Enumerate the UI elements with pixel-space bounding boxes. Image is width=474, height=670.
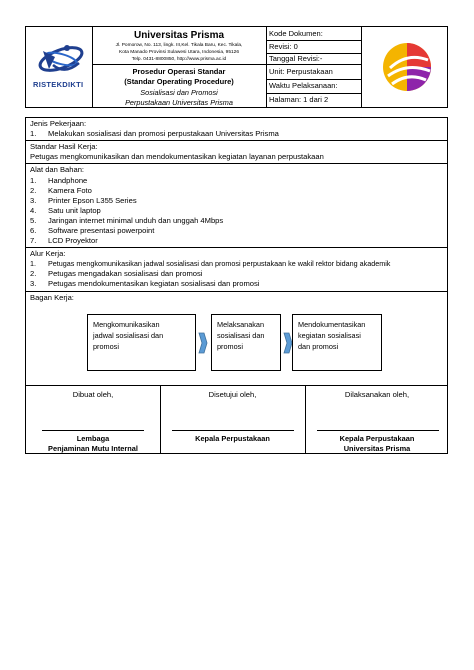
sop-title: Prosedur Operasi Standar [132,67,226,76]
prisma-logo-icon [378,38,436,96]
jenis-item-1: Melakukan sosialisasi dan promosi perpustakaan Universitas Prisma [48,129,279,138]
signature-label-disetujui: Disetujui oleh, [208,390,257,399]
flow-step-text: Mendokumentasikan [298,320,366,329]
sop-body [25,117,448,454]
signer-name-1b: Penjaminan Mutu Internal [48,444,138,453]
prisma-logo [378,38,436,96]
list-item: 4. Satu unit laptop [30,206,101,215]
jenis-label: Jenis Pekerjaan: [30,119,87,128]
alat-item: Handphone [48,176,88,185]
flow-step-text: promosi [217,342,243,351]
section-alur-kerja [26,248,447,292]
flow-step-text: jadwal sosialisasi dan [93,331,164,340]
list-item: 6. Software presentasi powerpoint [30,226,155,235]
list-item: 3. Printer Epson L355 Series [30,196,137,205]
logo-text: RISTEKDIKTI [33,80,84,89]
alur-item: Petugas mendokumentasikan kegiatan sosialisasi dan promosi [48,279,260,288]
signature-line [317,430,439,431]
alur-item: Petugas mengkomunikasikan jadwal sosialisasi dan promosi perpustakaan ke wakil rektor bidang akademik [48,259,391,268]
signer-name-3b: Universitas Prisma [343,444,411,453]
document-header [25,26,448,108]
address-line-3: Telp. 0431-8800850, http://www.prisma.ac.id [131,57,227,62]
signer-name-3: Kepala Perpustakaan [339,434,415,443]
list-item: 2. Petugas mengadakan sosialisasi dan promosi [30,269,203,278]
hasil-text: Petugas mengkomunikasikan dan mendokumentasikan kegiatan layanan perpustakaan [30,152,324,161]
field-unit: Unit: Perpustakaan [269,67,333,76]
address-line-1: Jl. Pomorow, No. 113, lingk. III,Kel. Tikala Baru, Kec. Tikala, [115,43,243,48]
ristekdikti-emblem-icon [31,39,87,83]
signer-name-2: Kepala Perpustakaan [195,434,270,443]
signature-label-dilaksanakan: Dilaksanakan oleh, [344,390,410,399]
alat-item: Kamera Foto [48,186,92,195]
signature-line [42,430,144,431]
field-tanggal-revisi: Tanggal Revisi:- [269,54,323,63]
bagan-label: Bagan Kerja: [30,293,74,302]
university-name: Universitas Prisma [133,30,225,41]
sop-subtitle-2: Perpustakaan Universitas Prisma [125,98,233,107]
signature-line [172,430,294,431]
flow-step-2 [211,314,281,371]
flow-step-text: kegiatan sosialisasi [298,331,361,340]
field-halaman: Halaman: 1 dari 2 [269,95,329,104]
sop-subtitle-1: Sosialisasi dan Promosi [140,88,218,97]
flow-step-text: dan promosi [298,342,339,351]
flow-step-text: promosi [93,342,119,351]
alat-item: Jaringan internet minimal unduh dan unggah 4Mbps [48,216,224,225]
alat-item: Printer Epson L355 Series [48,196,137,205]
list-item: 2. Kamera Foto [30,186,92,195]
address-line-2: Kota Manado Provinsi Sulawesi Utara, Indonesia, 95126 [119,50,239,55]
section-standar-hasil [26,141,447,164]
signer-name-1: Lembaga [76,434,110,443]
signature-section [26,386,447,453]
flow-arrow-icon [198,332,208,354]
sop-title-en: (Standar Operating Procedure) [124,77,234,86]
list-item: 5. Jaringan internet minimal unduh dan unggah 4Mbps [30,216,224,225]
list-item: 3. Petugas mendokumentasikan kegiatan sosialisasi dan promosi [30,279,260,288]
alat-item: LCD Proyektor [48,236,98,245]
flow-step-3 [292,314,382,371]
field-revisi: Revisi: 0 [269,42,298,51]
alur-item: Petugas mengadakan sosialisasi dan promosi [48,269,203,278]
signature-label-dibuat: Dibuat oleh, [72,390,114,399]
flow-step-1 [87,314,196,371]
flow-step-text: Melaksanakan [217,320,265,329]
hasil-label: Standar Hasil Kerja: [30,142,98,151]
list-item: 7. LCD Proyektor [30,236,98,245]
list-item: 1. Petugas mengkomunikasikan jadwal sosialisasi dan promosi perpustakaan ke wakil rektor bidang akademik [30,259,391,268]
flow-step-text: Mengkomunikasikan [93,320,160,329]
section-jenis-pekerjaan [26,118,447,141]
alat-item: Software presentasi powerpoint [48,226,155,235]
flow-step-text: sosialisasi dan [217,331,265,340]
alat-label: Alat dan Bahan: [30,165,85,174]
section-bagan-kerja [26,292,447,386]
alat-item: Satu unit laptop [48,206,101,215]
ristekdikti-logo [31,39,87,91]
alur-label: Alur Kerja: [30,249,66,258]
field-waktu-pelaksanaan: Waktu Pelaksanaan: [269,81,338,90]
list-item: 1. Melakukan sosialisasi dan promosi perpustakaan Universitas Prisma [30,129,279,138]
field-kode-dokumen: Kode Dokumen: [269,29,323,38]
section-alat-bahan [26,164,447,248]
list-item: 1. Handphone [30,176,88,185]
